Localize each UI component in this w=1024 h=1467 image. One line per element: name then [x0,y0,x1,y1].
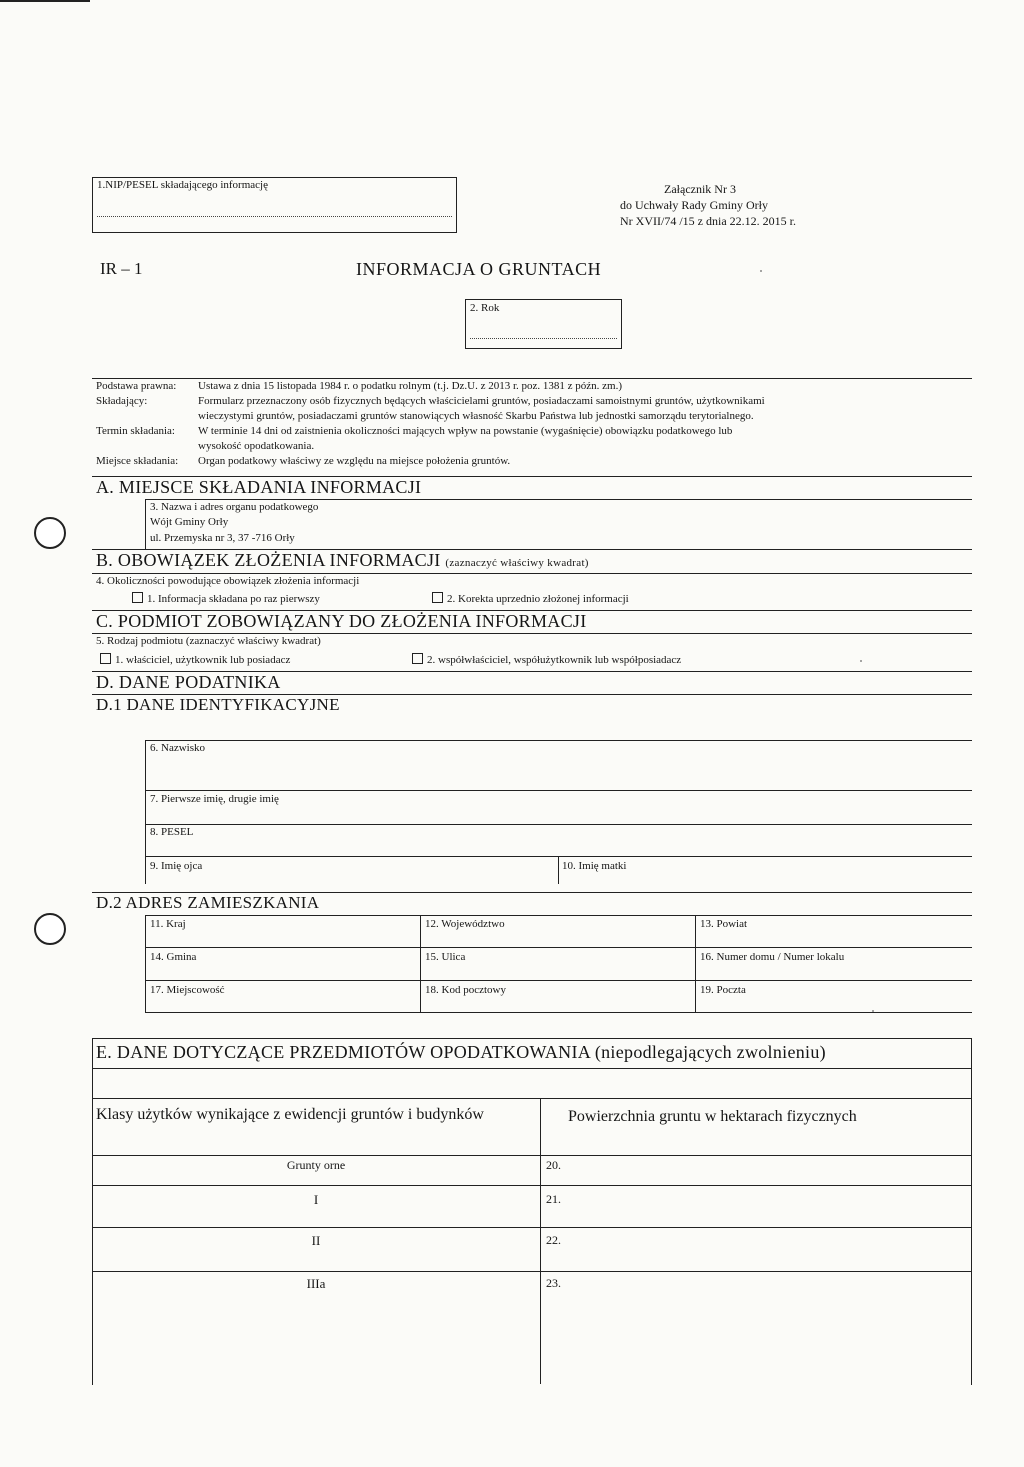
checkbox-correction[interactable] [432,592,443,603]
sec-a-office-name: Wójt Gminy Orły [150,516,229,528]
scan-speck [760,270,762,272]
field-father-name[interactable] [145,856,558,884]
filer-value-2: wieczystymi gruntów, posiadaczami gruntów stanowiących własność Skarbu Państwa lub jednostki samorządu terytorialnego. [198,410,754,422]
field-12-label: 12. Województwo [425,918,505,930]
field-11-label: 11. Kraj [150,918,186,930]
field-7-label: 7. Pierwsze imię, drugie imię [150,793,279,805]
sec-a-indent [145,499,146,549]
nip-entry-line [97,216,452,217]
field-street[interactable] [420,947,695,980]
sec-c-option-1-label: 1. właściciel, użytkownik lub posiadacz [115,654,291,666]
annex-block [620,181,880,229]
section-e-title: E. DANE DOTYCZĄCE PRZEDMIOTÓW OPODATKOWANIA (niepodlegających zwolnieniu) [96,1042,826,1062]
row-num-21: 21. [546,1192,561,1206]
deadline-key: Termin składania: [96,425,175,437]
filer-key: Składający: [96,395,148,407]
field-country[interactable] [145,915,420,947]
year-box[interactable] [465,299,622,349]
form-title: INFORMACJA O GRUNTACH [356,259,602,279]
checkbox-co-owner[interactable] [412,653,423,664]
deadline-value-1: W terminie 14 dni od zaistnienia okoliczności mających wpływ na powstanie (wygaśnięcie) obowiązku podatkowego lub [198,425,733,437]
sec-c-field-label: 5. Rodzaj podmiotu (zaznaczyć właściwy kwadrat) [96,635,321,647]
place-value: Organ podatkowy właściwy ze względu na miejsce położenia gruntów. [198,455,511,467]
section-d2-title: D.2 ADRES ZAMIESZKANIA [96,893,320,912]
basis-key: Podstawa prawna: [96,380,177,392]
row-class-ii: II [311,1233,321,1248]
sec-c-option-1[interactable] [100,653,290,666]
field-area-21[interactable] [540,1185,972,1227]
d2-bottom-rule [145,1012,972,1013]
field-17-label: 17. Miejscowość [150,984,225,996]
field-9-label: 9. Imię ojca [150,860,203,872]
field-town[interactable] [145,980,420,1012]
field-area-20[interactable] [540,1155,972,1185]
nip-label: 1.NIP/PESEL składającego informację [97,179,268,191]
row-class-i: I [313,1192,319,1207]
section-b-title-text: B. OBOWIĄZEK ZŁOŻENIA INFORMACJI [96,550,441,570]
sec-c-option-2-label: 2. współwłaściciel, współużytkownik lub współposiadacz [427,654,682,666]
field-county[interactable] [695,915,972,947]
sec-a-field-label: 3. Nazwa i adres organu podatkowego [150,501,319,513]
legal-block [96,379,966,469]
annex-line-1: Załącznik Nr 3 [664,182,736,196]
row-num-22: 22. [546,1233,561,1247]
scan-speck [860,660,862,662]
sec-e-header-rule [92,1098,972,1099]
field-8-label: 8. PESEL [150,826,194,838]
field-house-number[interactable] [695,947,972,980]
scan-speck [872,1010,874,1012]
field-first-names[interactable] [145,790,972,824]
punch-hole-top [34,517,66,549]
sec-b-option-2-label: 2. Korekta uprzednio złożonej informacji [447,593,629,605]
field-area-22[interactable] [540,1227,972,1271]
row-class-iiia: IIIa [306,1276,326,1291]
field-post-office[interactable] [695,980,972,1012]
checkbox-first-filing[interactable] [132,592,143,603]
nip-box[interactable] [92,177,457,233]
annex-line-3: Nr XVII/74 /15 z dnia 22.12. 2015 r. [620,214,796,228]
place-key: Miejsce składania: [96,455,179,467]
row-num-23: 23. [546,1276,561,1290]
field-6-label: 6. Nazwisko [150,742,205,754]
field-19-label: 19. Poczta [700,984,746,996]
sec-e-title-rule [92,1068,972,1069]
field-commune[interactable] [145,947,420,980]
sec-b-field-rule [92,573,972,574]
punch-hole-bottom [34,913,66,945]
field-mother-name[interactable] [558,856,972,884]
field-voivodeship[interactable] [420,915,695,947]
sec-e-col2-header: Powierzchnia gruntu w hektarach fizycznych [568,1108,857,1125]
sec-c-field-rule [92,633,972,634]
field-postal-code[interactable] [420,980,695,1012]
year-label: 2. Rok [470,302,500,314]
field-16-label: 16. Numer domu / Numer lokalu [700,951,845,963]
section-d1-title: D.1 DANE IDENTYFIKACYJNE [96,695,340,714]
section-a-title: A. MIEJSCE SKŁADANIA INFORMACJI [96,477,422,497]
scan-edge-mark [0,0,90,2]
row-class-arable: Grunty orne [286,1158,346,1172]
deadline-value-2: wysokość opodatkowania. [198,440,315,452]
field-14-label: 14. Gmina [150,951,197,963]
field-surname[interactable] [145,740,972,790]
basis-value: Ustawa z dnia 15 listopada 1984 r. o podatku rolnym (t.j. Dz.U. z 2013 r. poz. 1381 z późn. zm.) [198,380,623,392]
filer-value-1: Formularz przeznaczony osób fizycznych będących właścicielami gruntów, posiadaczami samoistnymi gruntów, użytkownikami [198,395,765,407]
section-c-title: C. PODMIOT ZOBOWIĄZANY DO ZŁOŻENIA INFORMACJI [96,611,587,631]
year-entry-line [470,338,617,339]
sec-e-col1-header: Klasy użytków wynikające z ewidencji gruntów i budynków [96,1106,484,1123]
section-b-title [96,550,589,571]
field-10-label: 10. Imię matki [562,860,627,872]
row-num-20: 20. [546,1158,561,1172]
field-13-label: 13. Powiat [700,918,748,930]
checkbox-owner[interactable] [100,653,111,664]
sec-c-option-2[interactable] [412,653,681,666]
field-area-23[interactable] [540,1271,972,1371]
section-b-title-note: (zaznaczyć właściwy kwadrat) [445,557,589,569]
field-pesel[interactable] [145,824,972,856]
sec-a-office-address: ul. Przemyska nr 3, 37 -716 Orły [150,532,295,544]
field-18-label: 18. Kod pocztowy [425,984,506,996]
annex-line-2: do Uchwały Rady Gminy Orły [620,198,768,212]
field-15-label: 15. Ulica [425,951,466,963]
sec-b-field-label: 4. Okoliczności powodujące obowiązek złożenia informacji [96,575,360,587]
sec-b-option-1-label: 1. Informacja składana po raz pierwszy [147,593,320,605]
sec-a-field-rule [145,499,972,500]
sec-b-option-1[interactable] [132,592,320,605]
form-code: IR – 1 [100,259,143,278]
section-d-title: D. DANE PODATNIKA [96,672,281,692]
sec-b-option-2[interactable] [432,592,629,605]
